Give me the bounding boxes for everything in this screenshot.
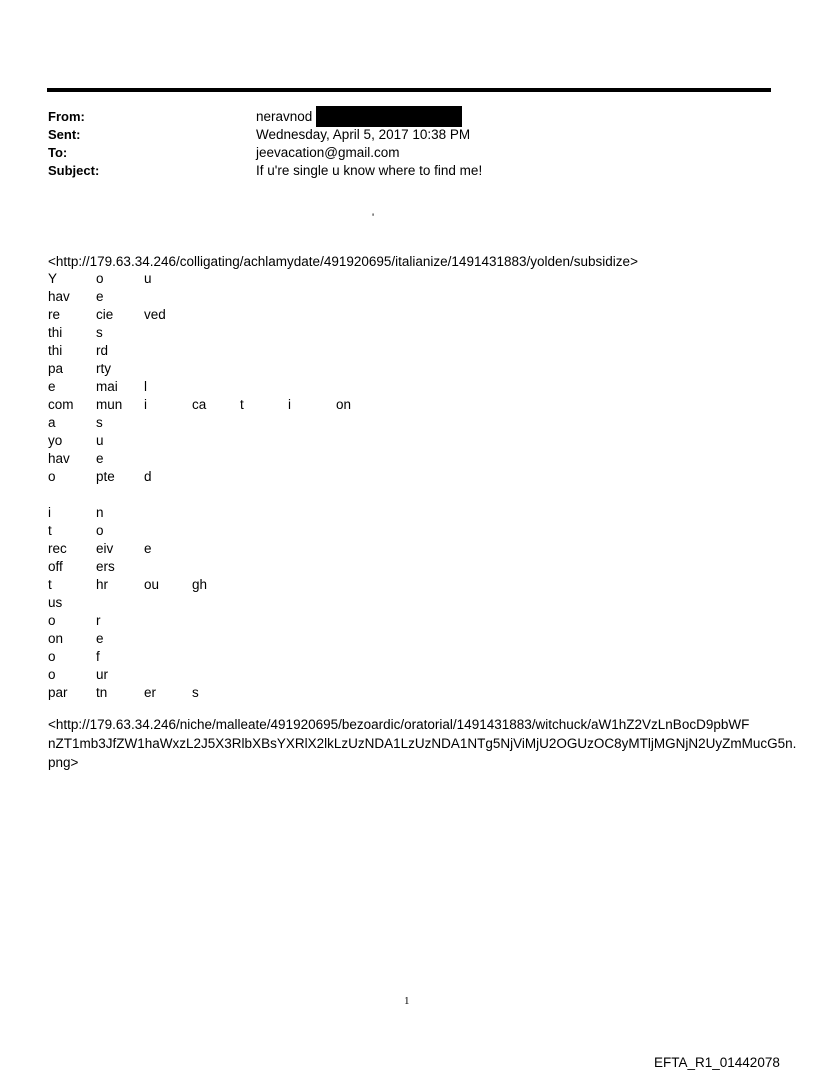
text-fragment: ca — [192, 397, 207, 412]
subject-value: If u're single u know where to find me! — [256, 163, 483, 178]
text-fragment: thi — [48, 343, 63, 358]
text-fragment: thi — [48, 325, 63, 340]
text-fragment: s — [96, 325, 103, 340]
text-fragment: u — [144, 271, 152, 286]
text-fragment: e — [96, 289, 104, 304]
subject-label: Subject: — [48, 163, 100, 178]
text-fragment: e — [48, 379, 56, 394]
text-fragment: o — [96, 523, 104, 538]
text-fragment: o — [48, 667, 56, 682]
text-fragment: u — [96, 433, 104, 448]
text-fragment: i — [144, 397, 147, 412]
text-fragment: s — [192, 685, 199, 700]
text-fragment: re — [48, 307, 61, 322]
text-fragment: mun — [96, 397, 123, 412]
text-fragment: a — [48, 415, 56, 430]
body-url-2-line-1: <http://179.63.34.246/niche/malleate/491920695/bezoardic/oratorial/1491431883/witchuck/aW1hZ2VzLnBocD9pbWF — [48, 717, 750, 732]
text-fragment: e — [144, 541, 152, 556]
text-fragment: gh — [192, 577, 208, 592]
text-fragment: rty — [96, 361, 111, 376]
text-fragment: er — [144, 685, 157, 700]
text-fragment: hav — [48, 451, 70, 466]
text-fragment: off — [48, 559, 63, 574]
to-label: To: — [48, 145, 68, 160]
text-fragment: pte — [96, 469, 115, 484]
text-fragment: t — [240, 397, 244, 412]
body-url-2-line-2: nZT1mb3JfZW1haWxzL2J5X3RlbXBsYXRlX2lkLzUzNDA1LzUzNDA1NTg5NjViMjU2OGUzOC8yMTljMGNjN2UyZmMucG5n. — [48, 736, 797, 751]
document-id: EFTA_R1_01442078 — [654, 1055, 780, 1070]
text-fragment: t — [48, 577, 52, 592]
text-fragment: s — [96, 415, 103, 430]
text-fragment: rec — [48, 541, 67, 556]
text-fragment: d — [144, 469, 152, 484]
text-fragment: i — [288, 397, 291, 412]
text-fragment: pa — [48, 361, 64, 376]
text-fragment: us — [48, 595, 63, 610]
sent-value: Wednesday, April 5, 2017 10:38 PM — [256, 127, 471, 142]
text-fragment: o — [48, 649, 56, 664]
text-fragment: o — [96, 271, 104, 286]
text-fragment: ou — [144, 577, 160, 592]
text-fragment: r — [96, 613, 101, 628]
to-value: jeevacation@gmail.com — [256, 145, 400, 160]
text-fragment: yo — [48, 433, 63, 448]
text-fragment: ers — [96, 559, 115, 574]
text-fragment: com — [48, 397, 74, 412]
text-fragment: f — [96, 649, 100, 664]
from-value — [256, 109, 462, 127]
text-fragment: t — [48, 523, 52, 538]
text-fragment: l — [144, 379, 147, 394]
stray-mark: ' — [372, 212, 375, 224]
text-fragment: par — [48, 685, 68, 700]
body-url-2-line-3: png> — [48, 755, 79, 770]
text-fragment: on — [336, 397, 352, 412]
text-fragment: tn — [96, 685, 108, 700]
text-fragment: hr — [96, 577, 109, 592]
text-fragment: cie — [96, 307, 114, 322]
page-number: 1 — [404, 995, 410, 1007]
text-fragment: eiv — [96, 541, 114, 556]
text-fragment: hav — [48, 289, 70, 304]
text-fragment: i — [48, 505, 51, 520]
sender-name: neravnod — [256, 109, 313, 124]
text-fragment: mai — [96, 379, 118, 394]
text-fragment: on — [48, 631, 64, 646]
text-fragment: o — [48, 613, 56, 628]
text-fragment: Y — [48, 271, 58, 286]
body-url-1: <http://179.63.34.246/colligating/achlamydate/491920695/italianize/1491431883/yolden/subsidize> — [48, 254, 638, 269]
text-fragment: e — [96, 631, 104, 646]
text-fragment: e — [96, 451, 104, 466]
text-fragment: ur — [96, 667, 109, 682]
sent-label: Sent: — [48, 127, 81, 142]
header-rule — [47, 88, 771, 92]
from-label: From: — [48, 109, 85, 124]
text-fragment: ved — [144, 307, 166, 322]
redaction-block — [316, 106, 462, 127]
text-fragment: n — [96, 505, 104, 520]
text-fragment: rd — [96, 343, 109, 358]
text-fragment: o — [48, 469, 56, 484]
